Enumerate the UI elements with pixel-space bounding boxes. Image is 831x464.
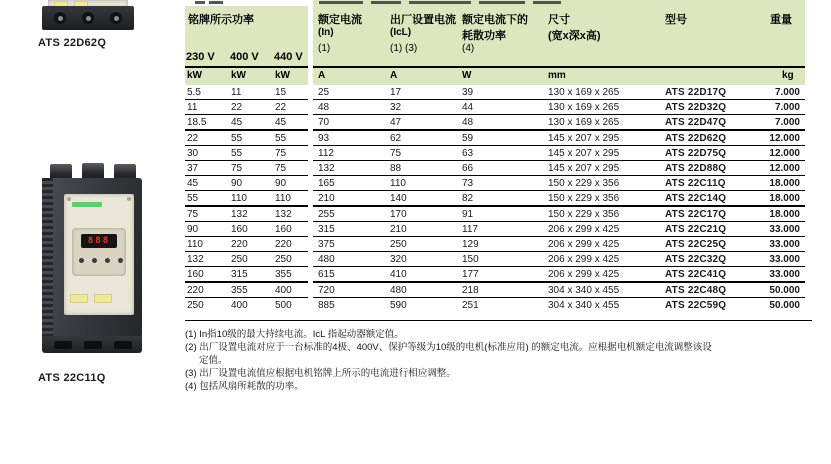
terminal-slot bbox=[54, 341, 72, 349]
footnote-2b: 定值。 bbox=[199, 355, 228, 366]
panel-screw bbox=[127, 197, 131, 201]
cell-power-loss: 129 bbox=[462, 239, 479, 250]
cell-kw-440v: 500 bbox=[275, 299, 292, 311]
panel-screw bbox=[67, 197, 71, 201]
cell-kw-400v: 22 bbox=[231, 102, 243, 114]
cell-power-loss: 218 bbox=[462, 284, 479, 296]
starter-terminal-base bbox=[42, 336, 142, 353]
cell-dimensions: 130 x 169 x 265 bbox=[548, 102, 620, 114]
cell-kw-440v: 400 bbox=[275, 284, 292, 296]
header-voltage-230: 230 V bbox=[186, 51, 215, 63]
cell-kw-400v: 355 bbox=[231, 284, 248, 296]
cell-dimensions: 150 x 229 x 356 bbox=[548, 208, 620, 220]
cell-weight: 50.000 bbox=[769, 299, 800, 311]
cell-kw-440v: 45 bbox=[275, 117, 287, 129]
cell-weight: 7.000 bbox=[774, 117, 800, 129]
unit-kg: kg bbox=[782, 70, 794, 81]
cell-kw-440v: 22 bbox=[275, 102, 287, 114]
cell-kw-400v: 90 bbox=[231, 178, 243, 190]
header-rule-left bbox=[185, 66, 308, 68]
cell-rated-current: 480 bbox=[318, 254, 335, 266]
cell-dimensions: 150 x 229 x 356 bbox=[548, 193, 620, 205]
cell-rated-current: 70 bbox=[318, 117, 330, 129]
cell-weight: 12.000 bbox=[769, 132, 800, 144]
cell-rated-current: 315 bbox=[318, 223, 335, 235]
cell-kw-230v: 160 bbox=[187, 269, 204, 281]
terminal-hole bbox=[54, 12, 66, 24]
cell-weight: 18.000 bbox=[769, 193, 800, 205]
cell-power-loss: 117 bbox=[462, 223, 478, 235]
warning-sticker bbox=[94, 294, 112, 303]
cell-kw-230v: 110 bbox=[187, 239, 203, 250]
header-weight: 重量 bbox=[770, 14, 792, 26]
cell-model: ATS 22D75Q bbox=[665, 147, 727, 159]
cell-kw-230v: 37 bbox=[187, 163, 199, 174]
cell-kw-400v: 45 bbox=[231, 117, 243, 129]
cell-dimensions: 145 x 207 x 295 bbox=[548, 163, 620, 174]
cell-rated-current: 210 bbox=[318, 193, 335, 205]
cell-factory-current: 88 bbox=[390, 163, 402, 174]
table-row bbox=[185, 222, 805, 237]
header-voltage-400: 400 V bbox=[230, 51, 259, 63]
keypad-button bbox=[92, 258, 97, 263]
cell-dimensions: 206 x 299 x 425 bbox=[548, 254, 620, 266]
cell-weight: 50.000 bbox=[769, 284, 800, 296]
cell-dimensions: 206 x 299 x 425 bbox=[548, 223, 620, 235]
cell-model: ATS 22C17Q bbox=[665, 208, 727, 220]
cell-kw-230v: 220 bbox=[187, 284, 204, 296]
cell-kw-230v: 132 bbox=[187, 254, 204, 266]
table-row bbox=[185, 191, 805, 206]
table-row bbox=[185, 176, 805, 191]
cell-model: ATS 22C48Q bbox=[665, 284, 727, 296]
cell-power-loss: 82 bbox=[462, 193, 474, 205]
cell-kw-230v: 18.5 bbox=[187, 117, 207, 129]
cell-factory-current: 32 bbox=[390, 102, 402, 114]
cell-weight: 12.000 bbox=[769, 147, 800, 159]
table-row bbox=[185, 146, 805, 161]
table-row bbox=[185, 267, 805, 282]
table-row bbox=[185, 161, 805, 176]
cell-kw-230v: 90 bbox=[187, 223, 199, 235]
keypad-button bbox=[118, 258, 123, 263]
cell-kw-440v: 15 bbox=[275, 87, 287, 98]
header-rated-current: 额定电流 bbox=[318, 14, 362, 26]
table-row bbox=[185, 283, 805, 298]
header-factory-current: 出厂设置电流 bbox=[390, 14, 456, 26]
cell-power-loss: 66 bbox=[462, 163, 474, 174]
cell-model: ATS 22C25Q bbox=[665, 239, 727, 250]
cell-factory-current: 75 bbox=[390, 147, 402, 159]
cell-model: ATS 22D47Q bbox=[665, 117, 727, 129]
cell-dimensions: 206 x 299 x 425 bbox=[548, 269, 620, 281]
cell-rated-current: 165 bbox=[318, 178, 335, 190]
cell-model: ATS 22D32Q bbox=[665, 102, 727, 114]
header-power-loss-1: 额定电流下的 bbox=[462, 14, 528, 26]
unit-w: W bbox=[462, 70, 472, 81]
header-power-title: 铭牌所示功率 bbox=[188, 14, 254, 26]
cell-kw-400v: 160 bbox=[231, 223, 248, 235]
cell-kw-400v: 11 bbox=[231, 87, 242, 98]
cell-kw-440v: 75 bbox=[275, 163, 287, 174]
table-row bbox=[185, 131, 805, 146]
terminal-hole bbox=[110, 12, 122, 24]
cell-kw-230v: 22 bbox=[187, 132, 199, 144]
cell-rated-current: 48 bbox=[318, 102, 330, 114]
schneider-logo bbox=[72, 202, 102, 207]
table-row bbox=[185, 298, 805, 313]
header-rated-current-note: (1) bbox=[318, 43, 331, 54]
cell-kw-400v: 110 bbox=[231, 193, 247, 205]
cell-power-loss: 48 bbox=[462, 117, 474, 129]
cell-dimensions: 130 x 169 x 265 bbox=[548, 87, 620, 98]
cell-power-loss: 177 bbox=[462, 269, 479, 281]
cell-factory-current: 47 bbox=[390, 117, 402, 129]
cell-weight: 12.000 bbox=[769, 163, 800, 174]
cell-kw-400v: 400 bbox=[231, 299, 248, 311]
terminal-slot bbox=[114, 341, 132, 349]
cell-kw-440v: 75 bbox=[275, 147, 287, 159]
cell-kw-400v: 315 bbox=[231, 269, 248, 281]
cell-weight: 33.000 bbox=[769, 223, 800, 235]
cell-weight: 18.000 bbox=[769, 178, 800, 190]
header-factory-current-note: (1) (3) bbox=[390, 43, 418, 54]
cell-factory-current: 170 bbox=[390, 208, 407, 220]
cell-factory-current: 320 bbox=[390, 254, 407, 266]
cell-power-loss: 39 bbox=[462, 87, 474, 98]
cell-model: ATS 22C14Q bbox=[665, 193, 727, 205]
header-rule-right bbox=[313, 66, 805, 68]
header-power-loss-2: 耗散功率 bbox=[462, 30, 506, 42]
cell-power-loss: 251 bbox=[462, 299, 479, 311]
product-photo-ats22d62q bbox=[40, 0, 136, 33]
cell-power-loss: 91 bbox=[462, 208, 474, 220]
cell-kw-400v: 250 bbox=[231, 254, 248, 266]
terminal-slot bbox=[84, 341, 102, 349]
cell-kw-440v: 55 bbox=[275, 132, 287, 144]
cell-power-loss: 150 bbox=[462, 254, 479, 266]
cell-model: ATS 22C21Q bbox=[665, 223, 727, 235]
cell-dimensions: 304 x 340 x 455 bbox=[548, 299, 620, 311]
cell-factory-current: 17 bbox=[390, 87, 402, 98]
table-row bbox=[185, 252, 805, 267]
cell-model: ATS 22D17Q bbox=[665, 87, 727, 98]
cell-power-loss: 63 bbox=[462, 147, 474, 159]
cell-kw-400v: 75 bbox=[231, 163, 243, 174]
cell-weight: 18.000 bbox=[769, 208, 800, 220]
cell-kw-440v: 90 bbox=[275, 178, 287, 190]
cell-dimensions: 145 x 207 x 295 bbox=[548, 132, 620, 144]
unit-a-icl: A bbox=[390, 70, 398, 81]
cell-rated-current: 615 bbox=[318, 269, 335, 281]
footnote-rule bbox=[185, 320, 812, 321]
cell-factory-current: 110 bbox=[390, 178, 406, 190]
unit-mm: mm bbox=[548, 70, 566, 81]
unit-a-in: A bbox=[318, 70, 326, 81]
cell-weight: 33.000 bbox=[769, 254, 800, 266]
header-rated-current-symbol: (In) bbox=[318, 27, 334, 38]
cell-dimensions: 150 x 229 x 356 bbox=[548, 178, 620, 190]
footnote-2: (2) 出厂设置电流对应于一台标准的4极、400V、保护等级为10级的电机(标准应用) 的额定电流。应根据电机额定电流调整该设 bbox=[185, 342, 712, 353]
cell-rated-current: 375 bbox=[318, 239, 335, 250]
header-model: 型号 bbox=[665, 14, 687, 26]
cell-dimensions: 130 x 169 x 265 bbox=[548, 117, 620, 129]
cell-kw-440v: 250 bbox=[275, 254, 292, 266]
footnote-1: (1) In指10级的最大持续电流。IcL 指起动器额定值。 bbox=[185, 329, 404, 340]
cell-model: ATS 22C32Q bbox=[665, 254, 727, 266]
header-power-loss-note: (4) bbox=[462, 43, 475, 54]
cell-factory-current: 480 bbox=[390, 284, 407, 296]
cell-factory-current: 410 bbox=[390, 269, 407, 281]
product-photo-ats22c11q bbox=[38, 163, 148, 355]
cell-model: ATS 22D62Q bbox=[665, 132, 727, 144]
cell-weight: 33.000 bbox=[769, 239, 800, 250]
led-display: 888 bbox=[81, 234, 117, 248]
cell-model: ATS 22C11Q bbox=[665, 178, 726, 190]
cell-factory-current: 210 bbox=[390, 223, 407, 235]
cell-model: ATS 22C59Q bbox=[665, 299, 727, 311]
cell-model: ATS 22C41Q bbox=[665, 269, 727, 281]
cell-rated-current: 132 bbox=[318, 163, 335, 174]
table-row bbox=[185, 237, 805, 252]
cell-rated-current: 25 bbox=[318, 87, 330, 98]
cell-weight: 7.000 bbox=[774, 102, 800, 114]
header-voltage-440: 440 V bbox=[274, 51, 303, 63]
cell-rated-current: 255 bbox=[318, 208, 335, 220]
cell-kw-230v: 250 bbox=[187, 299, 204, 311]
cell-model: ATS 22D88Q bbox=[665, 163, 727, 174]
header-factory-current-symbol: (IcL) bbox=[390, 27, 412, 38]
cell-rated-current: 885 bbox=[318, 299, 335, 311]
cell-power-loss: 73 bbox=[462, 178, 474, 190]
cell-factory-current: 140 bbox=[390, 193, 407, 205]
cell-kw-230v: 11 bbox=[187, 102, 198, 114]
terminal-hole bbox=[82, 12, 94, 24]
header-dimensions-detail: (宽x深x高) bbox=[548, 30, 601, 42]
cell-kw-400v: 55 bbox=[231, 147, 243, 159]
keypad-button bbox=[79, 258, 84, 263]
starter-terminal-base bbox=[42, 6, 134, 30]
table-row bbox=[185, 100, 805, 115]
product-label-ats22d62q: ATS 22D62Q bbox=[38, 37, 107, 49]
cell-kw-230v: 75 bbox=[187, 208, 199, 220]
unit-kw-400: kW bbox=[231, 70, 246, 81]
cell-kw-440v: 160 bbox=[275, 223, 292, 235]
cell-rated-current: 93 bbox=[318, 132, 330, 144]
cell-rated-current: 112 bbox=[318, 147, 334, 159]
cell-power-loss: 59 bbox=[462, 132, 474, 144]
table-row bbox=[185, 85, 805, 100]
cell-kw-400v: 55 bbox=[231, 132, 243, 144]
cell-kw-440v: 220 bbox=[275, 239, 292, 250]
keypad bbox=[72, 228, 126, 276]
cell-factory-current: 62 bbox=[390, 132, 402, 144]
cell-dimensions: 145 x 207 x 295 bbox=[548, 147, 620, 159]
cell-dimensions: 206 x 299 x 425 bbox=[548, 239, 620, 250]
unit-kw-230: kW bbox=[187, 70, 202, 81]
unit-kw-440: kW bbox=[275, 70, 290, 81]
product-label-ats22c11q: ATS 22C11Q bbox=[38, 372, 106, 384]
cell-factory-current: 250 bbox=[390, 239, 407, 250]
cell-power-loss: 44 bbox=[462, 102, 474, 114]
cell-kw-440v: 355 bbox=[275, 269, 292, 281]
starter-front-panel bbox=[64, 194, 134, 315]
cell-kw-230v: 55 bbox=[187, 193, 199, 205]
cell-dimensions: 304 x 340 x 455 bbox=[548, 284, 620, 296]
cell-kw-440v: 110 bbox=[275, 193, 291, 205]
table-row bbox=[185, 207, 805, 222]
keypad-button bbox=[105, 258, 110, 263]
cell-weight: 33.000 bbox=[769, 269, 800, 281]
cell-weight: 7.000 bbox=[774, 87, 800, 98]
cell-factory-current: 590 bbox=[390, 299, 407, 311]
cell-kw-400v: 220 bbox=[231, 239, 248, 250]
warning-sticker bbox=[70, 294, 88, 303]
footnote-4: (4) 包括风扇所耗散的功率。 bbox=[185, 381, 304, 392]
cell-kw-230v: 30 bbox=[187, 147, 199, 159]
cell-rated-current: 720 bbox=[318, 284, 335, 296]
cell-kw-230v: 5.5 bbox=[187, 87, 201, 98]
table-row bbox=[185, 115, 805, 130]
cell-kw-230v: 45 bbox=[187, 178, 199, 190]
footnote-3: (3) 出厂设置电流值应根据电机铭牌上所示的电流进行相应调整。 bbox=[185, 368, 456, 379]
heatsink-fins bbox=[42, 178, 53, 338]
cell-kw-440v: 132 bbox=[275, 208, 292, 220]
cell-kw-400v: 132 bbox=[231, 208, 248, 220]
header-dimensions: 尺寸 bbox=[548, 14, 570, 26]
